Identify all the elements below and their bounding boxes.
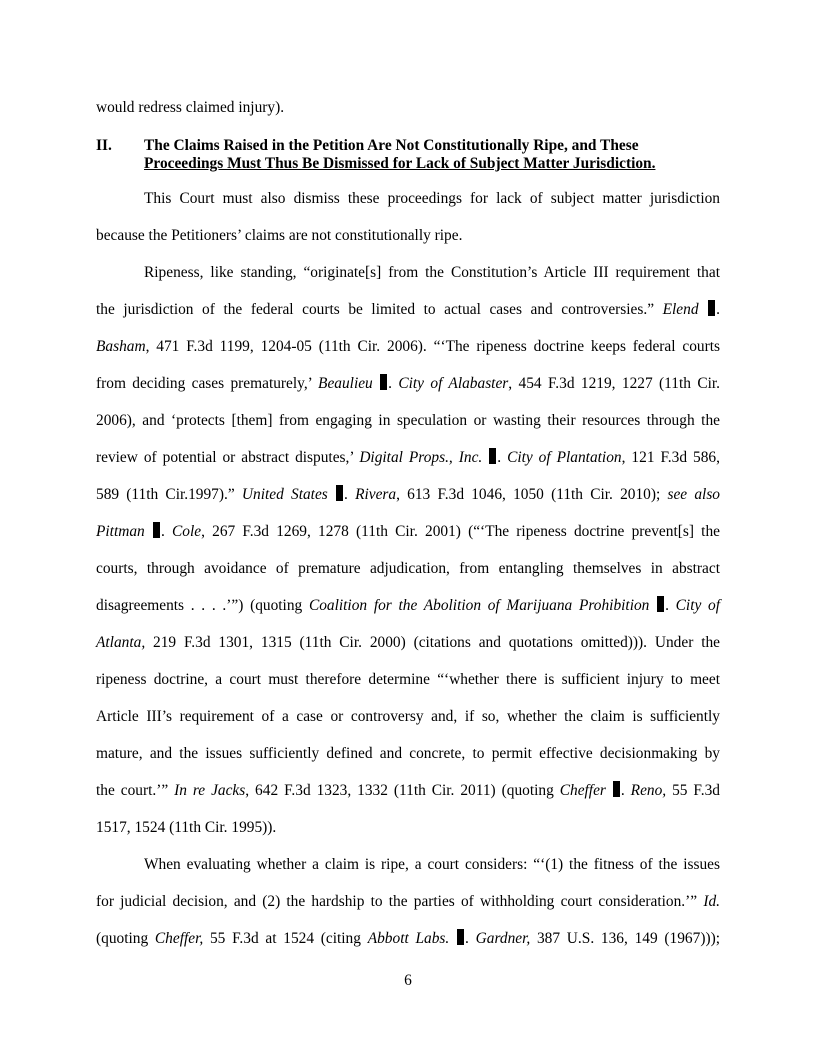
heading-line-2 <box>144 154 720 174</box>
redaction-box <box>708 300 715 316</box>
p2-line-14: mature, and the issues sufficiently defined and concrete, to permit effective decisionmaking by <box>96 745 720 762</box>
p2-l4a: from deciding cases prematurely,’ <box>96 375 312 392</box>
p2-l6d: , 121 F.3d 586, <box>621 449 720 466</box>
p2-l10a: disagreements . . . .’”) (quoting <box>96 597 303 614</box>
p3-l3f: 387 U.S. 136, 149 (1967))); <box>530 930 720 947</box>
p2-line-7: 589 (11th Cir.1997).” United States . Rivera, 613 F.3d 1046, 1050 (11th Cir. 2010); see also <box>96 486 721 503</box>
redaction-box <box>657 596 664 612</box>
p2-line-13: Article III’s requirement of a case or controversy and, if so, whether the claim is sufficiently <box>96 708 720 725</box>
p2-line-5: 2006), and ‘protects [them] from engaging in speculation or wasting their resources through the <box>96 412 720 429</box>
lead-line: would redress claimed injury). <box>96 99 285 116</box>
case-name: City of Plantation <box>507 449 622 466</box>
p3-l3c: 55 F.3d at 1524 (citing <box>203 930 361 947</box>
p2-l2a: the jurisdiction of the federal courts be limited to actual cases and controversies.” <box>96 301 655 318</box>
case-name: Basham <box>96 338 146 355</box>
redaction-box <box>380 374 387 390</box>
case-name: Id. <box>703 893 720 910</box>
case-name: Beaulieu <box>318 375 373 392</box>
p2-line-15: the court.’” In re Jacks, 642 F.3d 1323, 1332 (11th Cir. 2011) (quoting Cheffer . Reno, 55 F.3d <box>96 782 720 799</box>
heading-number: II. <box>96 137 112 154</box>
p2-l15a: the court.’” <box>96 782 169 799</box>
p2-l6a: review of potential or abstract disputes,’ <box>96 449 354 466</box>
case-name: Abbott Labs. <box>367 930 450 947</box>
p2-l15c: , 642 F.3d 1323, 1332 (11th Cir. 2011) (quoting <box>245 782 554 799</box>
case-name: Cole <box>172 523 202 540</box>
case-name: In re Jacks <box>174 782 246 799</box>
p2-l8c: , 267 F.3d 1269, 1278 (11th Cir. 2001) (“‘The ripeness doctrine prevent[s] the <box>201 523 720 540</box>
case-name: Pittman <box>96 523 145 540</box>
p2-line-16: 1517, 1524 (11th Cir. 1995)). <box>96 819 277 836</box>
redaction-box <box>489 448 496 464</box>
p2-l3b: , 471 F.3d 1199, 1204-05 (11th Cir. 2006). “‘The ripeness doctrine keeps federal courts <box>145 338 720 355</box>
p3-line-2 <box>96 892 720 912</box>
heading-line-2-text: Proceedings Must Thus Be Dismissed for Lack of Subject Matter Jurisdiction. <box>144 155 656 172</box>
case-name: Elend <box>662 301 699 318</box>
p2-line-9: courts, through avoidance of premature adjudication, from entangling themselves in abstract <box>96 560 720 577</box>
case-name: Cheffer, <box>154 930 204 947</box>
p2-line-1: Ripeness, like standing, “originate[s] from the Constitution’s Article III requirement that <box>144 264 720 281</box>
case-name: Atlanta, <box>96 634 146 651</box>
redaction-box <box>336 485 343 501</box>
case-name: Gardner, <box>475 930 531 947</box>
p2-line-2: the jurisdiction of the federal courts be limited to actual cases and controversies.” Elend . <box>96 301 720 318</box>
p2-line-8: Pittman . Cole, 267 F.3d 1269, 1278 (11th Cir. 2001) (“‘The ripeness doctrine prevent[s] the <box>96 523 720 540</box>
case-name: United States <box>241 486 328 503</box>
p2-line-10: disagreements . . . .’”) (quoting Coalition for the Abolition of Marijuana Prohibition . City of <box>96 597 720 614</box>
p2-l15f: 55 F.3d <box>666 782 720 799</box>
p3-l3a: (quoting <box>96 930 149 947</box>
p1-line-1: This Court must also dismiss these proceedings for lack of subject matter jurisdiction <box>144 190 720 207</box>
case-name: Reno, <box>630 782 667 799</box>
case-name: City of Alabaster <box>398 375 509 392</box>
p3-l2a: for judicial decision, and (2) the hardship to the parties of withholding court consideration.’” <box>96 893 698 910</box>
redaction-box <box>153 522 160 538</box>
p2-l11b: 219 F.3d 1301, 1315 (11th Cir. 2000) (citations and quotations omitted))). Under the <box>145 634 720 651</box>
case-name: Coalition for the Abolition of Marijuana Prohibition <box>308 597 650 614</box>
signal-see-also: see also <box>667 486 721 503</box>
redaction-box <box>613 781 620 797</box>
p2-l7a: 589 (11th Cir.1997).” <box>96 486 235 503</box>
case-name: City of <box>675 597 720 614</box>
p2-line-3 <box>96 337 720 357</box>
case-name: Cheffer <box>559 782 606 799</box>
case-name: Rivera <box>355 486 397 503</box>
page-number: 6 <box>404 972 412 989</box>
p2-line-12: ripeness doctrine, a court must therefore determine “‘whether there is sufficient injury to meet <box>96 671 720 688</box>
redaction-box <box>457 929 464 945</box>
p3-line-1: When evaluating whether a claim is ripe, a court considers: “‘(1) the fitness of the issues <box>144 856 720 873</box>
p2-line-6: review of potential or abstract disputes,’ Digital Props., Inc. . City of Plantation, 121 F.3d 586, <box>96 449 720 466</box>
case-name: Digital Props., Inc. <box>359 449 483 466</box>
p2-line-4: from deciding cases prematurely,’ Beaulieu . City of Alabaster, 454 F.3d 1219, 1227 (11th Cir. <box>96 375 720 392</box>
p2-l7d: , 613 F.3d 1046, 1050 (11th Cir. 2010); <box>396 486 661 503</box>
p3-line-3: (quoting Cheffer, 55 F.3d at 1524 (citing Abbott Labs. . Gardner, 387 U.S. 136, 149 (1967))); <box>96 930 720 947</box>
p1-line-2: because the Petitioners’ claims are not constitutionally ripe. <box>96 227 463 244</box>
p2-l4d: , 454 F.3d 1219, 1227 (11th Cir. <box>508 375 720 392</box>
p2-line-11 <box>96 633 720 653</box>
heading-line-1: The Claims Raised in the Petition Are Not Constitutionally Ripe, and These <box>144 137 639 154</box>
